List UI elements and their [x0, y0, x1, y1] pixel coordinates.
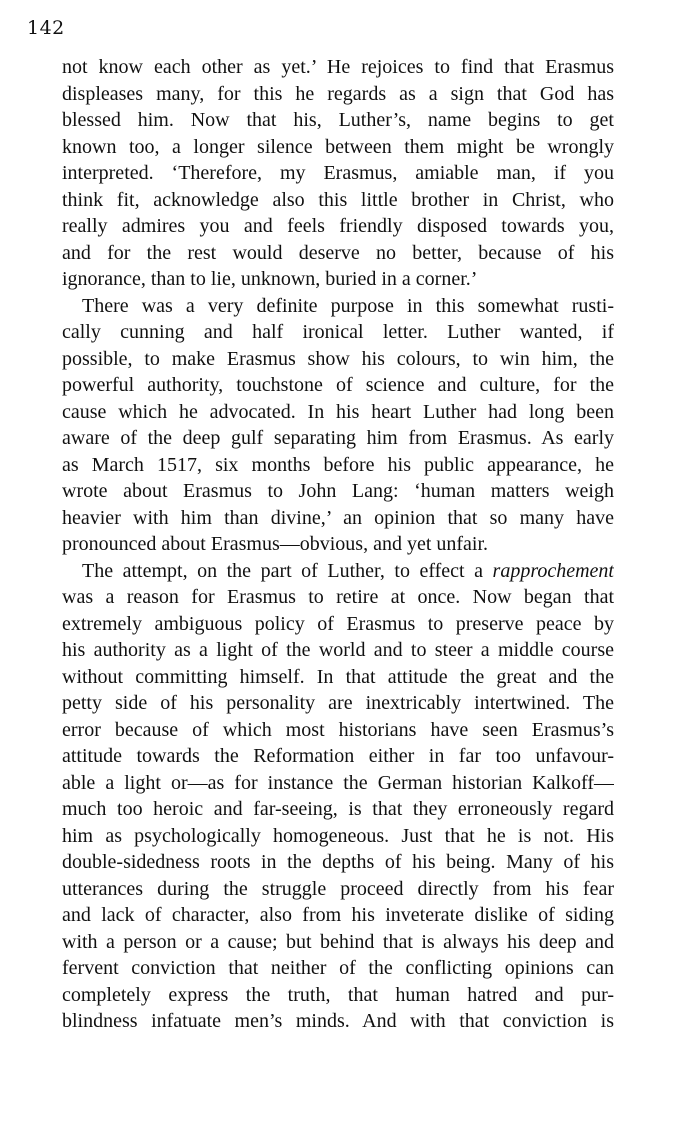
- text-line: displeases many, for this he regards as a sign that God has: [62, 82, 614, 105]
- paragraph-start-line: There was a very definite purpose in this somewhat rusti-: [82, 294, 614, 317]
- line-text: The attempt, on the part of Luther, to effect a: [82, 559, 493, 582]
- text-line: possible, to make Erasmus show his colours, to win him, the: [62, 347, 614, 370]
- text-line: heavier with him than divine,’ an opinion that so many have: [62, 506, 614, 529]
- text-line: cause which he advocated. In his heart Luther had long been: [62, 400, 614, 423]
- text-line: completely express the truth, that human hatred and pur-: [62, 983, 614, 1006]
- paragraph-start-line: [62, 558, 614, 585]
- text-line: and lack of character, also from his inveterate dislike of siding: [62, 904, 614, 926]
- text-line: without committing himself. In that attitude the great and the: [62, 665, 614, 688]
- text-line: blessed him. Now that his, Luther’s, name begins to get: [62, 109, 614, 131]
- text-line: think fit, acknowledge also this little brother in Christ, who: [62, 188, 614, 211]
- text-line: utterances during the struggle proceed directly from his fear: [62, 877, 614, 900]
- text-line: blindness infatuate men’s minds. And with that conviction is: [62, 1010, 614, 1032]
- text-line: able a light or—as for instance the German historian Kalkoff—: [62, 771, 614, 794]
- text-line: with a person or a cause; but behind that is always his deep and: [62, 930, 614, 953]
- text-line: petty side of his personality are inextricably intertwined. The: [62, 692, 614, 714]
- text-line: his authority as a light of the world and to steer a middle course: [62, 639, 614, 661]
- page-number: 142: [27, 17, 65, 39]
- text-line: and for the rest would deserve no better, because of his: [62, 241, 614, 264]
- italic-term: rapprochement: [492, 559, 614, 582]
- paragraph-end-line: pronounced about Erasmus—obvious, and yet unfair.: [62, 533, 489, 555]
- text-line: was a reason for Erasmus to retire at once. Now began that: [62, 586, 614, 608]
- text-line: known too, a longer silence between them might be wrongly: [62, 135, 614, 158]
- text-line: extremely ambiguous policy of Erasmus to preserve peace by: [62, 612, 614, 635]
- text-line: error because of which most historians have seen Erasmus’s: [62, 718, 614, 741]
- text-line: him as psychologically homogeneous. Just that he is not. His: [62, 824, 614, 847]
- text-line: interpreted. ‘Therefore, my Erasmus, amiable man, if you: [62, 162, 614, 184]
- text-line: much too heroic and far-seeing, is that they erroneously regard: [62, 798, 614, 820]
- paragraph-end-line: ignorance, than to lie, unknown, buried in a corner.’: [62, 268, 478, 290]
- text-line: powerful authority, touchstone of science and culture, for the: [62, 374, 614, 396]
- text-line: wrote about Erasmus to John Lang: ‘human matters weigh: [62, 480, 614, 502]
- text-line: cally cunning and half ironical letter. Luther wanted, if: [62, 321, 614, 343]
- text-line: not know each other as yet.’ He rejoices to find that Erasmus: [62, 56, 614, 78]
- text-line: fervent conviction that neither of the conflicting opinions can: [62, 957, 614, 979]
- text-line: double-sidedness roots in the depths of his being. Many of his: [62, 851, 614, 873]
- text-line: as March 1517, six months before his public appearance, he: [62, 453, 614, 476]
- text-line: attitude towards the Reformation either in far too unfavour-: [62, 745, 614, 767]
- text-line: really admires you and feels friendly disposed towards you,: [62, 215, 614, 237]
- text-line: aware of the deep gulf separating him from Erasmus. As early: [62, 427, 614, 449]
- body-text: [62, 54, 614, 1035]
